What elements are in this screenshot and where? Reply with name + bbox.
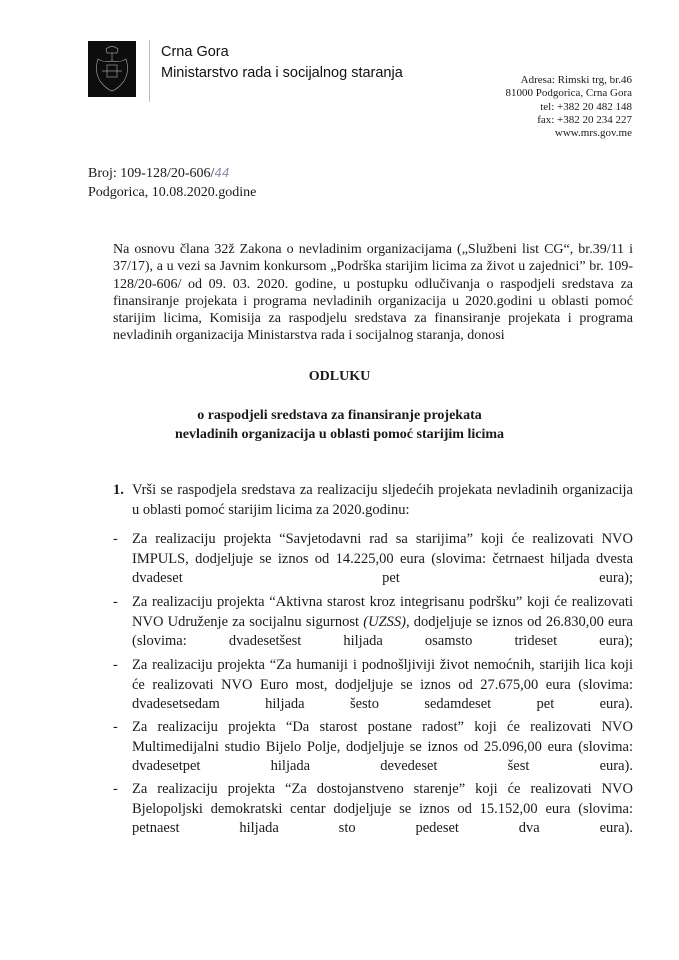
item-text: Za realizaciju projekta “Za humaniji i podnošljiviji život nemoćnih, starijih lica koji će realizovati NVO Euro most, dodjeljuje se iznos od 27.675,00 eura (slovima: dvadesetsedam hiljada šesto sedamdeset pet eura). xyxy=(132,657,633,712)
item-text-part: , dodjeljuje se iznos od 26.830,00 eura (slovima: dvadesetšest hiljada osamsto trideset eura); xyxy=(132,613,633,649)
bullet-dash: - xyxy=(113,719,118,735)
bullet-dash: - xyxy=(113,781,118,797)
reference-number: Broj: 109-128/20-606/ xyxy=(88,166,215,181)
decision-subtitle xyxy=(0,406,679,444)
item-text: Za realizaciju projekta “Savjetodavni rad sa starijima” koji će realizovati NVO IMPULS, dodjeljuje se iznos od 14.225,00 eura (slovima: četrnaest hiljada dvesta dvadeset pet eura); xyxy=(132,531,633,586)
bullet-dash: - xyxy=(113,657,118,673)
reference-block xyxy=(88,164,256,202)
website: www.mrs.gov.me xyxy=(554,127,632,140)
item-text-italic: (UZSS) xyxy=(363,613,406,630)
bullet-dash: - xyxy=(113,594,118,610)
item-text: Za realizaciju projekta “Za dostojanstveno starenje” koji će realizovati NVO Bjelopoljski demokratski centar dodjeljuje se iznos od 15.152,00 eura (slovima: petnaest hiljada sto pedeset dva eura). xyxy=(132,781,633,836)
subtitle-line: nevladinih organizacija u oblasti pomoć starijim licima xyxy=(175,427,504,442)
decision-title: ODLUKU xyxy=(308,369,371,384)
item-text: Za realizaciju projekta “Da starost postane radost” koji će realizovati NVO Multimedijalni studio Bijelo Polje, dodjeljuje se iznos od 25.096,00 eura (slovima: dvadesetpet hiljada devedeset šest eura). xyxy=(132,719,633,774)
intro-paragraph: Na osnovu člana 32ž Zakona o nevladinim organizacijama („Službeni list CG“, br.39/11 i 37/17), a u vezi sa Javnim konkursom „Podrška starijim licima za život u zajednici” br. 109-128/20-606/ od 09. 03. 2020. godine, u postupku odlučivanja o raspodjeli sredstava za finansiranje projekata i programa nevladinih organizacija u 2020.godini u oblasti pomoć starijim licima, Komisija za raspodjelu sredstava za finansiranje projekata i programa nevladinih organizacija Ministarstva rada i socijalnog staranja, donosi xyxy=(113,242,633,344)
point-text: Vrši se raspodjela sredstava za realizaciju sljedećih projekata nevladinih organizacija u oblasti pomoć starijim licima za 2020.godinu: xyxy=(132,482,633,518)
place-date: Podgorica, 10.08.2020.godine xyxy=(88,185,257,200)
address-line: Adresa: Rimski trg, br.46 xyxy=(520,74,632,86)
phone: tel: +382 20 482 148 xyxy=(540,100,632,113)
point-number: 1. xyxy=(113,482,124,498)
header-divider xyxy=(149,40,150,102)
country-name: Crna Gora xyxy=(161,44,229,60)
subtitle-line: o raspodjeli sredstava za finansiranje projekata xyxy=(197,408,482,423)
handwritten-number: 44 xyxy=(214,166,230,180)
item-text-part: Za realizaciju projekta “Aktivna starost kroz integrisanu podršku” koji će realizovati NVO Udruženje za socijalnu sigurnost xyxy=(132,594,633,630)
coat-of-arms-logo xyxy=(88,41,136,97)
list-item xyxy=(113,780,633,858)
address-city: 81000 Podgorica, Crna Gora xyxy=(505,87,632,100)
fax: fax: +382 20 234 227 xyxy=(537,113,632,126)
point-1 xyxy=(113,481,633,520)
ministry-name: Ministarstvo rada i socijalnog staranja xyxy=(161,65,403,81)
address-block xyxy=(506,74,632,140)
bullet-dash: - xyxy=(113,531,118,547)
